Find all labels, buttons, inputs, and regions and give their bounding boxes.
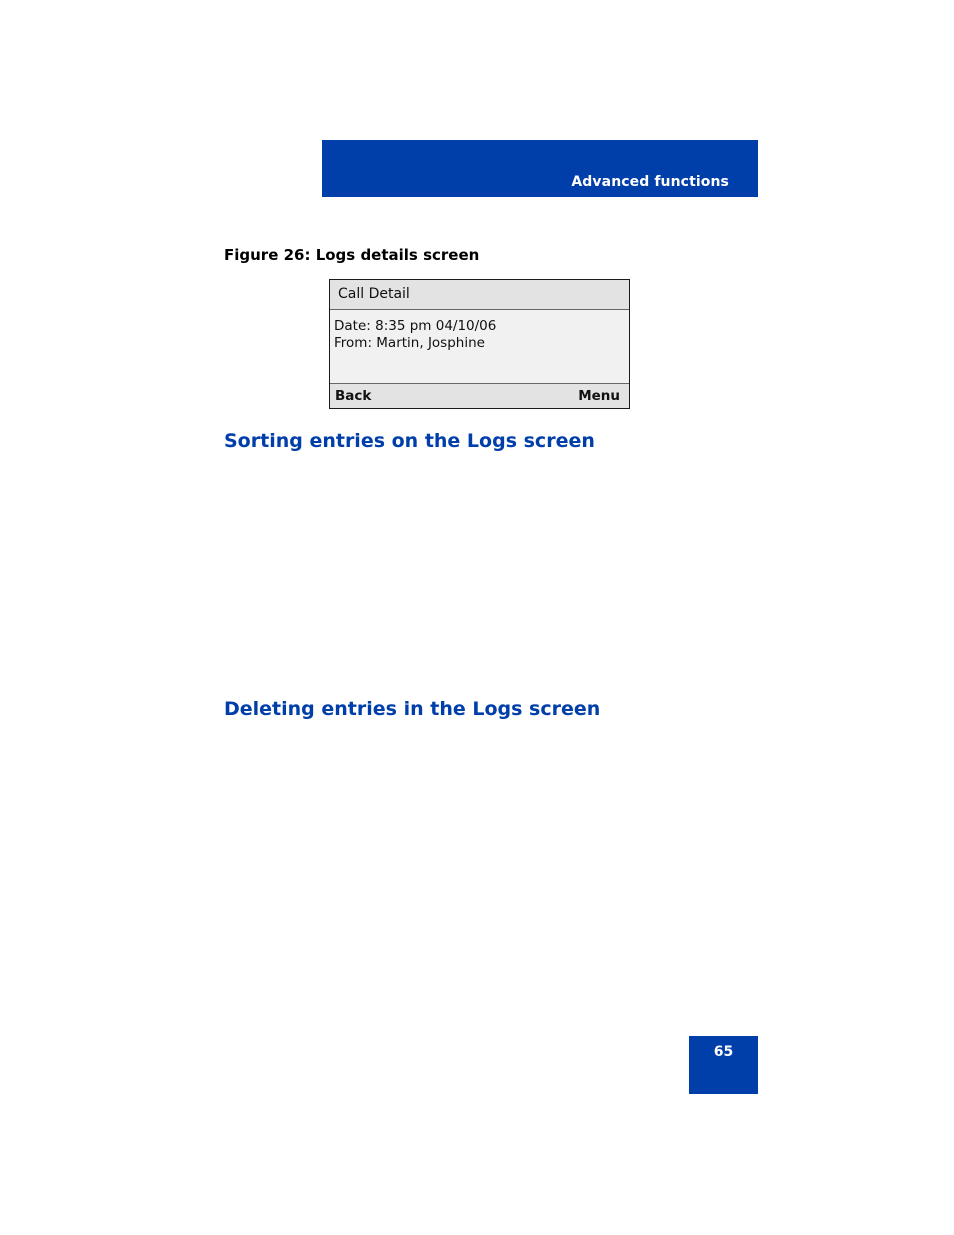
screen-title-bar <box>330 280 629 310</box>
call-from-line: From: Martin, Josphine <box>334 335 485 351</box>
call-date-line: Date: 8:35 pm 04/10/06 <box>334 318 497 334</box>
softkey-bar <box>330 383 629 408</box>
menu-softkey[interactable]: Menu <box>578 388 620 404</box>
sorting-entries-heading: Sorting entries on the Logs screen <box>224 430 595 452</box>
call-detail-screen <box>329 279 630 409</box>
figure-caption: Figure 26: Logs details screen <box>224 246 480 264</box>
page-number-box <box>689 1036 758 1094</box>
header-bar <box>322 140 758 197</box>
deleting-entries-heading: Deleting entries in the Logs screen <box>224 698 601 720</box>
screen-body <box>334 318 496 352</box>
screen-title: Call Detail <box>338 286 410 302</box>
back-softkey[interactable]: Back <box>335 388 372 404</box>
page-number: 65 <box>713 1044 734 1060</box>
section-title: Advanced functions <box>571 174 729 190</box>
